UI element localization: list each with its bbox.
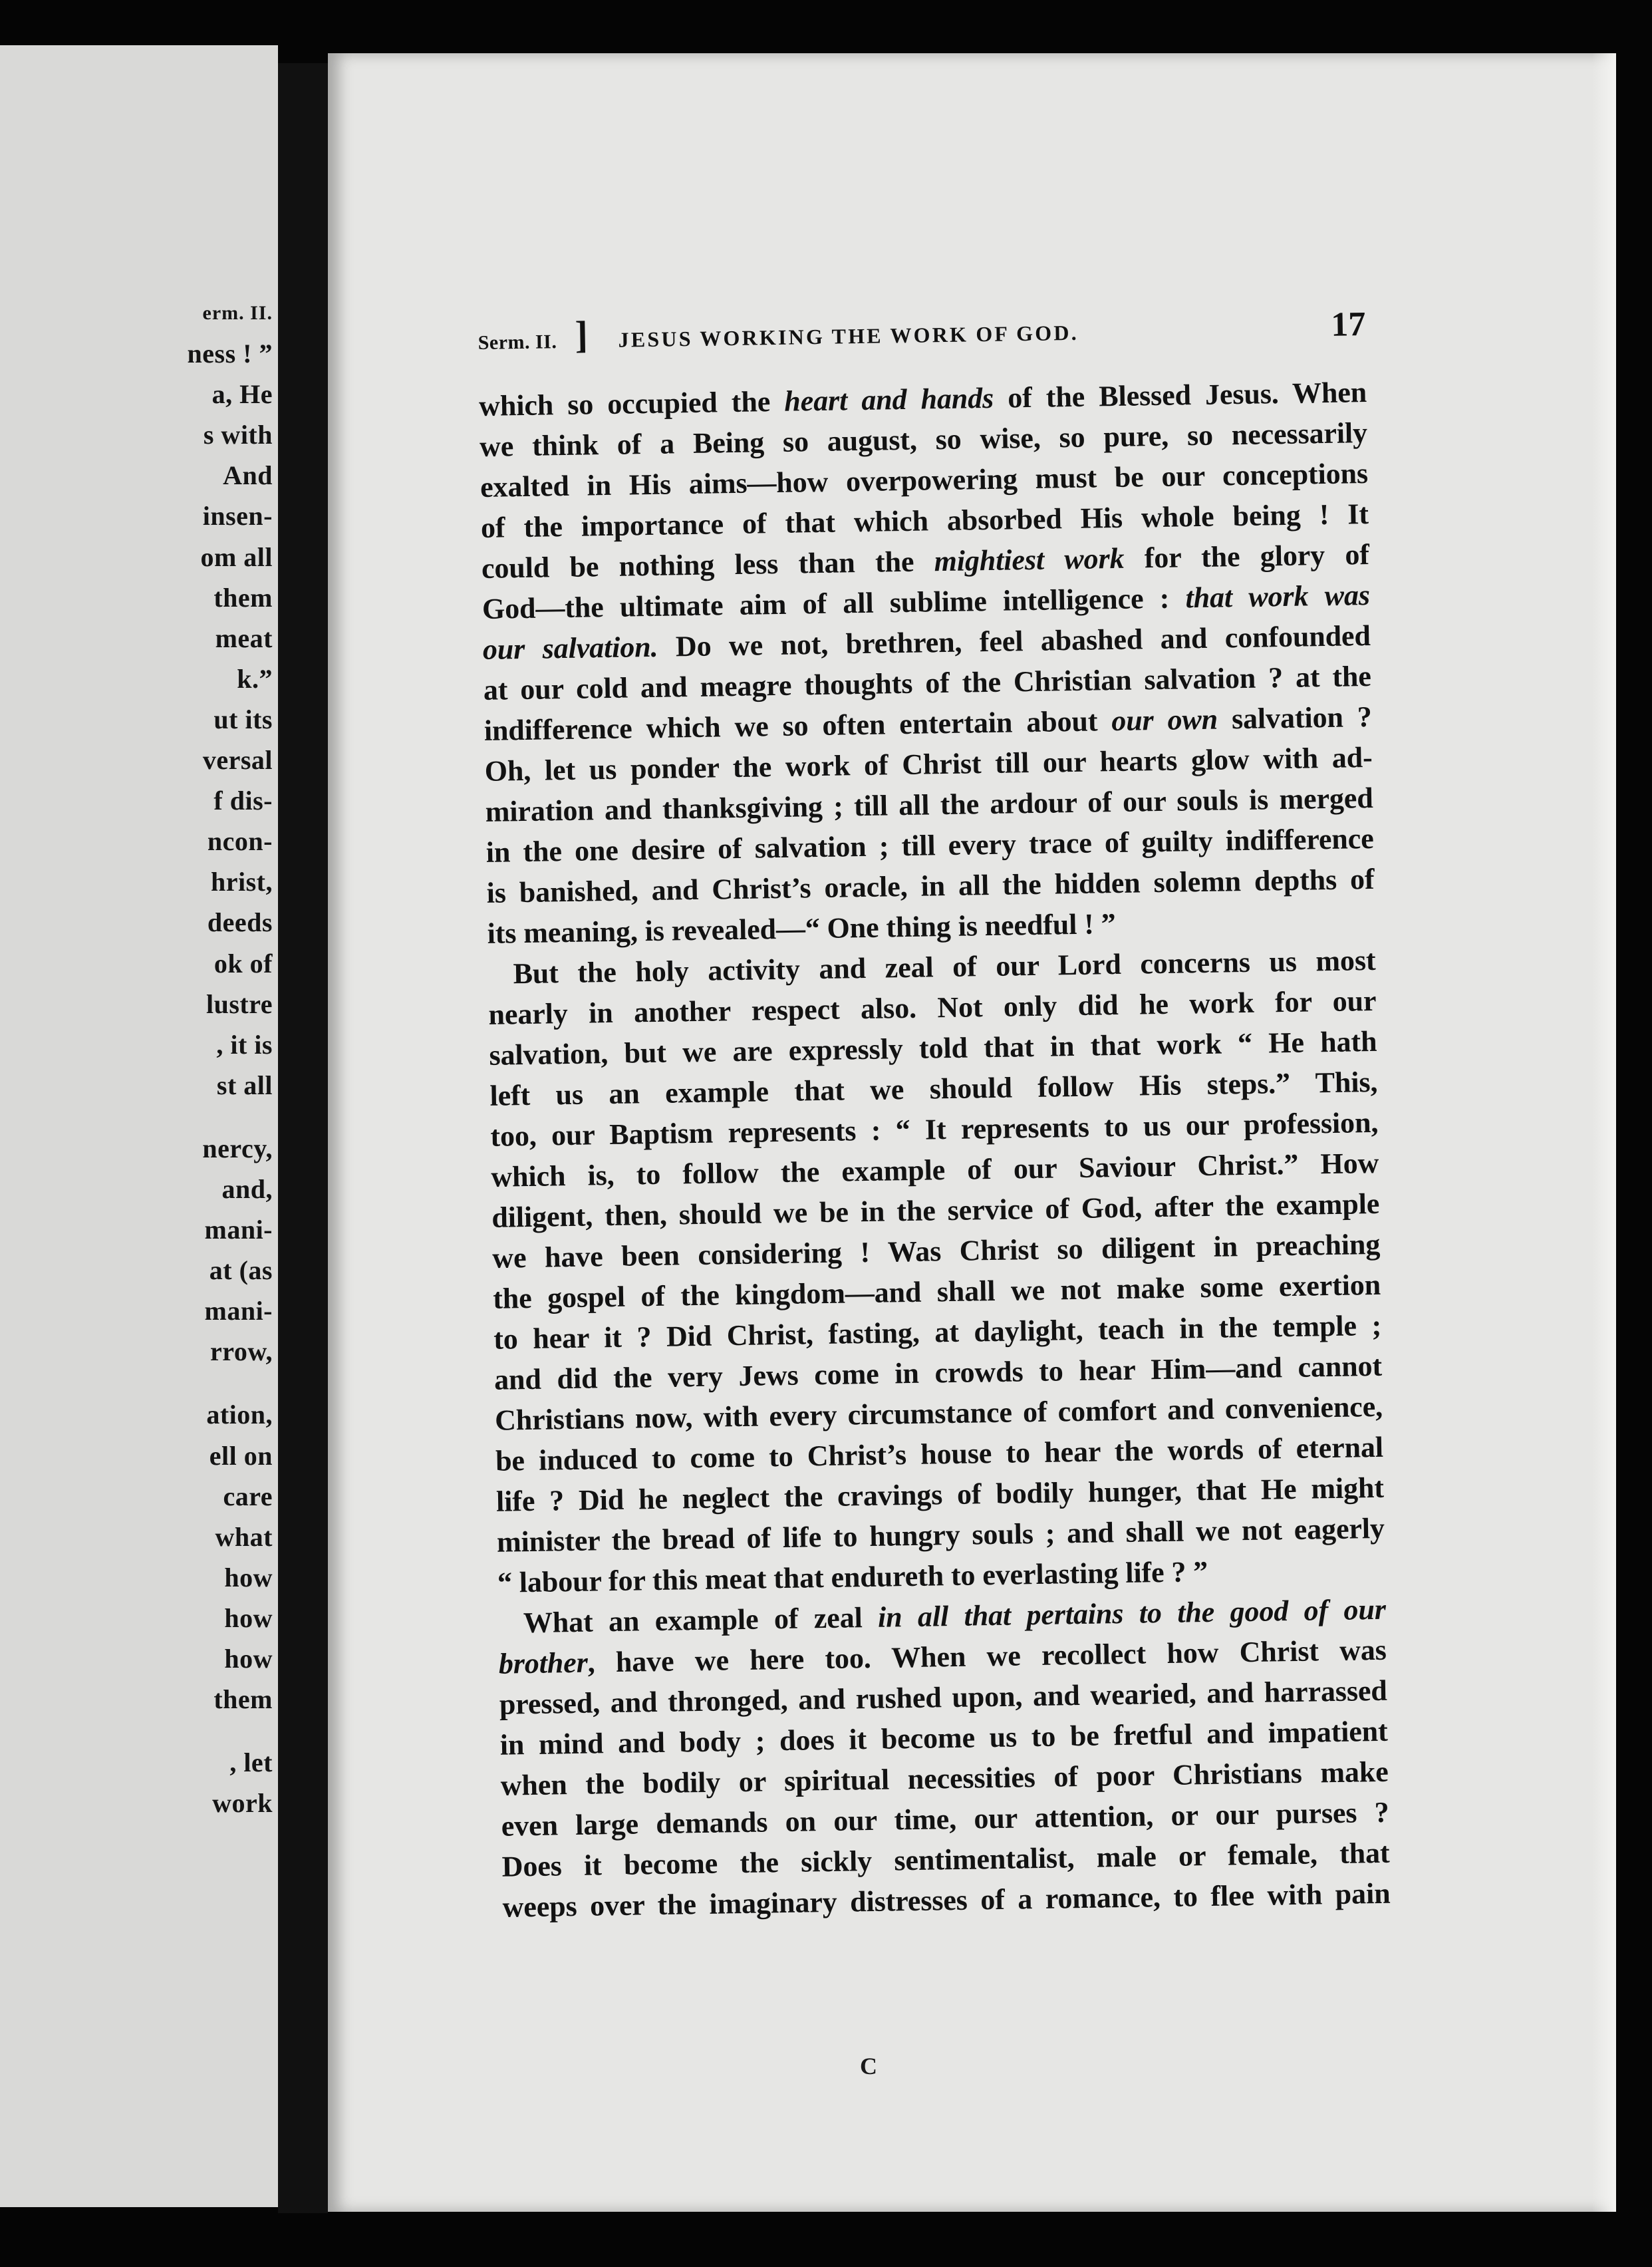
left-page-line: what — [215, 1521, 273, 1552]
text-run: which so occupied the — [478, 384, 785, 422]
left-page-line: ell on — [209, 1440, 273, 1471]
left-page-line: k.” — [237, 663, 273, 694]
left-page-line: them — [213, 1684, 273, 1715]
left-page-line: ok of — [213, 948, 273, 979]
signature-mark: C — [860, 2053, 877, 2079]
text-line: in mind and body ; does it become us to be fretful and impatient — [499, 1714, 1389, 1761]
left-page-line: nercy, — [202, 1133, 273, 1163]
left-page-line: And — [223, 460, 273, 491]
text-line: exalted in His aims—how overpowering must be our conceptions — [480, 457, 1369, 504]
left-page-line: care — [223, 1481, 273, 1511]
left-page-text — [0, 293, 273, 1823]
text-line: which is, to follow the example of our Saviour Christ.” How — [490, 1146, 1379, 1193]
text-line: Christians now, with every circumstance of comfort and convenience, — [494, 1390, 1383, 1437]
text-run: for the glory of — [1124, 537, 1370, 575]
italic-run: our salvation. — [482, 630, 658, 666]
page-number: 17 — [1330, 305, 1366, 344]
text-line: the gospel of the kingdom—and shall we not make some exertion — [492, 1268, 1381, 1315]
left-page-line: erm. II. — [202, 302, 273, 324]
left-page-line: meat — [215, 623, 273, 653]
left-page-line: at (as — [209, 1255, 273, 1286]
left-page-line: st all — [216, 1070, 273, 1100]
left-page-line: ation, — [206, 1400, 273, 1430]
left-page-line: f dis- — [213, 786, 273, 816]
text-line: of the importance of that which absorbed His whole being ! It — [480, 497, 1369, 544]
text-line: is banished, and Christ’s oracle, in all the hidden solemn depths of — [486, 862, 1375, 909]
left-page-line: lustre — [206, 988, 273, 1019]
left-page-line: deeds — [207, 907, 273, 938]
left-page-line: rrow, — [210, 1336, 273, 1367]
text-line: Oh, let us ponder the work of Christ till our hearts glow with ad- — [484, 740, 1373, 788]
left-facing-page — [0, 45, 278, 2207]
text-run: Do we not, brethren, feel abashed and confounded — [658, 619, 1371, 663]
scan-border — [1616, 0, 1652, 2267]
text-line: life ? Did he neglect the cravings of bodily hunger, that He might — [495, 1471, 1385, 1518]
left-page-line: hrist, — [211, 867, 273, 897]
paragraph-2 — [487, 940, 1385, 1603]
text-run: , have we here too. When we recollect how Christ was — [587, 1633, 1387, 1679]
book-page — [328, 53, 1616, 2212]
running-head — [478, 300, 1367, 386]
text-line: weeps over the imaginary distresses of a romance, to flee with pain — [502, 1877, 1391, 1924]
left-page-line: and, — [221, 1173, 273, 1204]
text-run: could be nothing less than the — [481, 545, 935, 585]
left-page-line: ncon- — [207, 826, 273, 857]
text-run: salvation ? — [1217, 700, 1373, 736]
left-page-line: how — [224, 1562, 273, 1592]
text-line: left us an example that we should follow His steps.” This, — [489, 1065, 1378, 1112]
left-page-line: a, He — [211, 379, 273, 410]
text-line: But the holy activity and zeal of our Lord concerns us most — [513, 943, 1376, 990]
left-page-line: insen- — [202, 501, 273, 531]
head-bracket: ] — [574, 313, 589, 357]
sermon-number: Serm. II. — [478, 331, 557, 354]
text-line: Does it become the sickly sentimentalist, male or female, that — [501, 1836, 1390, 1883]
text-line: we have been considering ! Was Christ so diligent in preaching — [491, 1227, 1381, 1275]
page-text-block — [478, 300, 1391, 1928]
text-line: at our cold and meagre thoughts of the Christian salvation ? at the — [483, 659, 1372, 706]
text-line: too, our Baptism represents : “ It represents to us our profession, — [490, 1106, 1379, 1153]
text-line: salvation, but we are expressly told that in that work “ He hath — [489, 1024, 1377, 1072]
italic-run: our own — [1111, 702, 1218, 738]
text-run: God—the ultimate aim of all sublime intelligence : — [482, 581, 1186, 625]
paragraph-1 — [479, 372, 1375, 954]
left-page-line: how — [224, 1602, 273, 1633]
italic-run: in all that pertains to the good of our — [877, 1592, 1387, 1634]
text-line: diligent, then, should we be in the service of God, after the example — [491, 1187, 1380, 1234]
text-line: “ labour for this meat that endureth to everlasting life ? ” — [497, 1555, 1208, 1599]
text-line: to hear it ? Did Christ, fasting, at daylight, teach in the temple ; — [493, 1308, 1382, 1356]
left-page-line: mani- — [204, 1215, 273, 1245]
italic-run: brother — [498, 1646, 589, 1680]
text-line: we think of a Being so august, so wise, so pure, so necessarily — [479, 416, 1368, 463]
left-page-line: them — [213, 582, 273, 613]
book-binding-gutter — [278, 63, 328, 2213]
text-line: and did the very Jews come in crowds to hear Him—and cannot — [493, 1349, 1383, 1396]
text-run: indifference which we so often entertain about — [483, 704, 1112, 747]
text-line: minister the bread of life to hungry souls ; and shall we not eagerly — [496, 1511, 1385, 1559]
running-title: JESUS WORKING THE WORK OF GOD. — [618, 320, 1079, 352]
left-page-line: work — [212, 1788, 273, 1819]
text-run: What an example of zeal — [523, 1600, 879, 1640]
text-line: nearly in another respect also. Not only did he work for our — [488, 984, 1377, 1031]
italic-run: heart and hands — [783, 381, 994, 418]
left-page-line: s with — [203, 420, 273, 450]
left-page-line: how — [224, 1644, 273, 1674]
text-line: even large demands on our time, our attention, or our purses ? — [501, 1795, 1389, 1843]
left-page-line: mani- — [204, 1296, 273, 1326]
italic-run: that work was — [1185, 578, 1371, 615]
text-line: miration and thanksgiving ; till all the ardour of our souls is merged — [485, 781, 1373, 828]
text-line: pressed, and thronged, and rushed upon, and wearied, and harrassed — [499, 1674, 1388, 1721]
left-page-line: ut its — [213, 704, 273, 734]
left-page-line: , it is — [216, 1029, 273, 1060]
text-line: in the one desire of salvation ; till every trace of guilty indifference — [485, 822, 1374, 869]
text-line: be induced to come to Christ’s house to hear the words of eternal — [495, 1430, 1384, 1477]
left-page-line: ness ! ” — [187, 339, 273, 369]
left-page-line: versal — [202, 745, 273, 776]
text-run: of the Blessed Jesus. When — [993, 376, 1367, 414]
left-page-line: om all — [200, 541, 273, 572]
text-line: its meaning, is revealed—“ One thing is needful ! ” — [487, 907, 1116, 950]
paragraph-3 — [497, 1589, 1391, 1928]
left-page-line: , let — [229, 1747, 273, 1778]
italic-run: mightiest work — [934, 541, 1125, 578]
text-line: when the bodily or spiritual necessities of poor Christians make — [500, 1755, 1389, 1802]
